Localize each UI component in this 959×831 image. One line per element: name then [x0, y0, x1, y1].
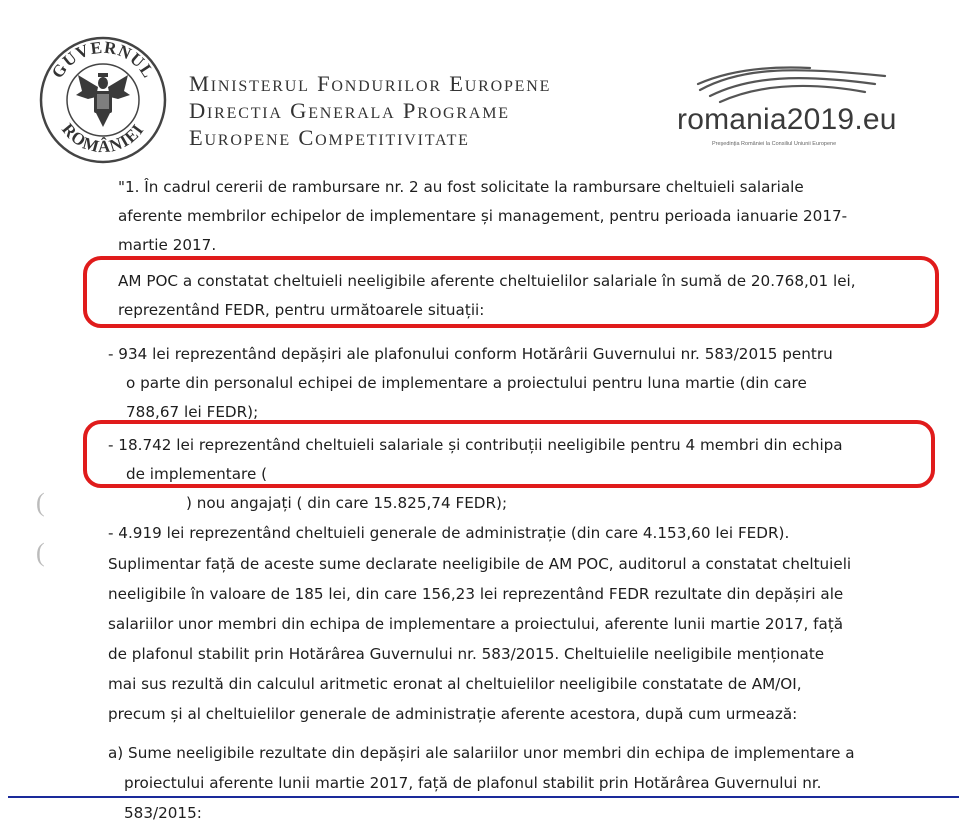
paragraph-1-line-1: "1. În cadrul cererii de rambursare nr. 2 au fost solicitate la rambursare cheltuieli salariale: [118, 178, 804, 196]
government-seal-icon: [38, 35, 168, 165]
paragraph-1-line-3: martie 2017.: [118, 236, 217, 254]
paragraph-2-line-1: AM POC a constatat cheltuieli neeligibile aferente cheltuielilor salariale în sumă de 20.768,01 lei,: [118, 272, 856, 290]
paragraph-2-line-2: reprezentând FEDR, pentru următoarele situații:: [118, 301, 485, 319]
paragraph-3-line-5: mai sus rezultă din calculul aritmetic eronat al cheltuielilor neeligibile constatate de AM/OI,: [108, 675, 802, 693]
list-item-2-line-1: - 18.742 lei reprezentând cheltuieli salariale și contribuții neeligibile pentru 4 membri din echipa: [108, 436, 843, 454]
list-item-1-line-2: o parte din personalul echipei de implementare a proiectului pentru luna martie (din care: [126, 374, 807, 392]
margin-mark: (: [36, 488, 45, 517]
ministry-line-2: Directia Generala Programe: [189, 98, 510, 123]
list-item-2-line-3: ) nou angajați ( din care 15.825,74 FEDR);: [186, 494, 508, 512]
presidency-logo-text: romania2019.eu: [677, 103, 897, 136]
paragraph-3-line-1: Suplimentar față de aceste sume declarate neeligibile de AM POC, auditorul a constatat cheltuieli: [108, 555, 852, 573]
list-item-2-line-2: de implementare (: [126, 465, 268, 483]
paragraph-4-line-3: 583/2015:: [124, 804, 202, 822]
paragraph-4-line-2: proiectului aferente lunii martie 2017, față de plafonul stabilit prin Hotărârea Guvernului nr.: [124, 774, 822, 792]
paragraph-3-line-3: salariilor unor membri din echipa de implementare a proiectului, aferente lunii martie 2017, față: [108, 615, 844, 633]
list-item-1-line-3: 788,67 lei FEDR);: [126, 403, 259, 421]
page-divider: [8, 796, 959, 798]
paragraph-4-line-1: a) Sume neeligibile rezultate din depășiri ale salariilor unor membri din echipa de implementare a: [108, 744, 855, 762]
margin-mark: (: [36, 538, 45, 567]
paragraph-1-line-2: aferente membrilor echipelor de implementare și management, pentru perioada ianuarie 2017-: [118, 207, 848, 225]
ministry-line-3: Europene Competitivitate: [189, 125, 470, 150]
paragraph-3-line-4: de plafonul stabilit prin Hotărârea Guvernului nr. 583/2015. Cheltuielile neeligibile menționate: [108, 645, 825, 663]
seal-text-bottom: ROMÂNIEI: [58, 119, 148, 157]
paragraph-3-line-6: precum și al cheltuielilor generale de administrație aferente acestora, după cum urmează:: [108, 705, 798, 723]
list-item-3: - 4.919 lei reprezentând cheltuieli generale de administrație (din care 4.153,60 lei FEDR).: [108, 524, 790, 542]
list-item-1-line-1: - 934 lei reprezentând depășiri ale plafonului conform Hotărârii Guvernului nr. 583/2015 pentru: [108, 345, 833, 363]
seal-text-top: GUVERNUL: [47, 37, 159, 82]
paragraph-3-line-2: neeligibile în valoare de 185 lei, din care 156,23 lei reprezentând FEDR rezultate din depășiri ale: [108, 585, 844, 603]
presidency-logo-tagline: Preşedinţia României la Consiliul Uniunii Europene: [712, 141, 837, 147]
ministry-name: [189, 70, 551, 151]
ministry-line-1: Ministerul Fondurilor Europene: [189, 71, 552, 96]
